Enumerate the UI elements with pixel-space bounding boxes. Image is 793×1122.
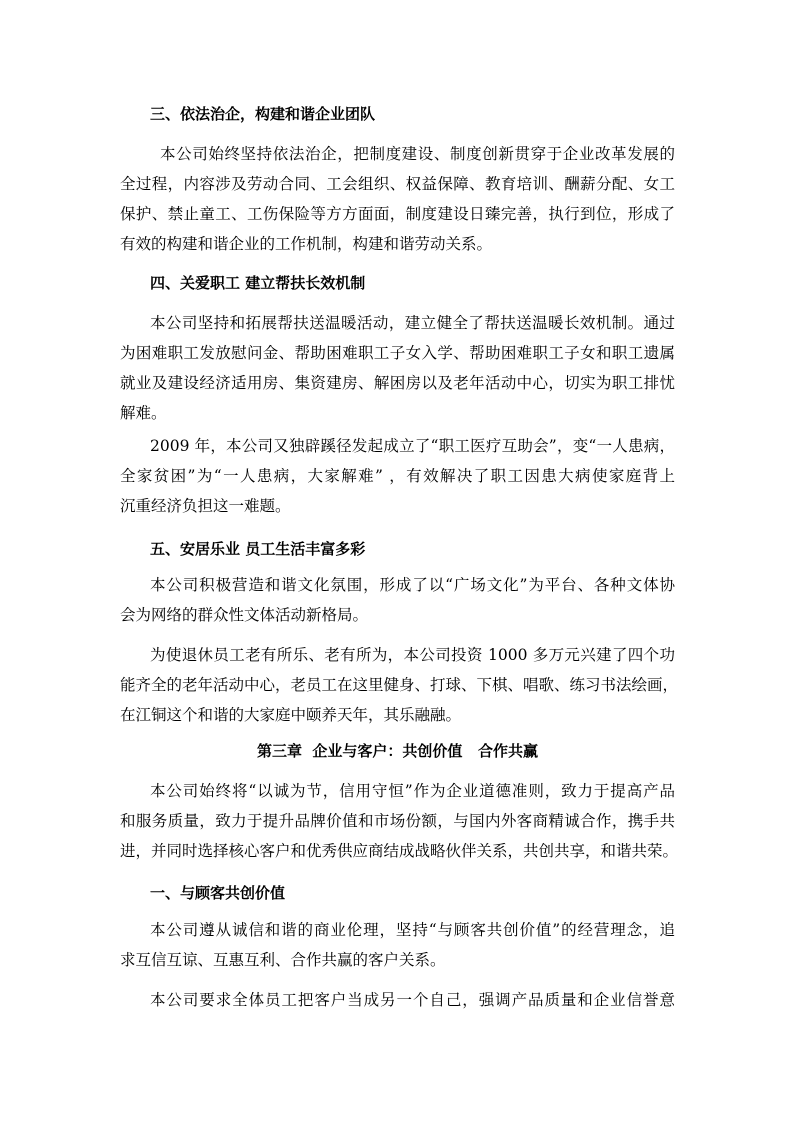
paragraph-medical-mutual-aid [120, 431, 675, 521]
text-line: 本公司遵从诚信和谐的商业伦理，坚持“与顾客共创价值”的经营理念，追 [150, 921, 675, 939]
text-line: 沉重经济负担这一难题。 [120, 497, 291, 515]
paragraph-culture [120, 570, 675, 630]
text-line: 本公司积极营造和谐文化氛围，形成了以“广场文化”为平台、各种文体协 [150, 576, 675, 594]
text-line: 全过程，内容涉及劳动合同、工会组织、权益保障、教育培训、酬薪分配、女工 [120, 175, 675, 193]
section-heading-c1: 一、与顾客共创价值 [150, 884, 286, 902]
text-line: 会为网络的群众性文体活动新格局。 [120, 606, 369, 624]
text-line: 本公司坚持和拓展帮扶送温暖活动，建立健全了帮扶送温暖长效机制。通过 [150, 314, 675, 332]
text-line: 就业及建设经济适用房、集资建房、解困房以及老年活动中心，切实为职工排忧 [120, 374, 675, 392]
text-line: 和服务质量，致力于提升品牌价值和市场份额，与国内外客商精诚合作，携手共 [120, 812, 675, 830]
paragraph-customer-value [120, 915, 675, 975]
text-line: 2009 年，本公司又独辟蹊径发起成立了“职工医疗互助会”，变“一人患病， [150, 437, 675, 455]
paragraph-rule-of-law [120, 139, 675, 259]
paragraph-integrity [120, 776, 679, 866]
text-line: 求互信互谅、互惠互利、合作共赢的客户关系。 [120, 951, 446, 969]
text-line: 在江铜这个和谐的大家庭中颐养天年，其乐融融。 [120, 706, 462, 724]
text-line: 有效的构建和谐企业的工作机制，构建和谐劳动关系。 [120, 235, 493, 253]
text-line: 为使退休员工老有所乐、老有所为，本公司投资 1000 多万元兴建了四个功 [150, 646, 675, 664]
text-line: 全家贫困”为“一人患病，大家解难” ，有效解决了职工因患大病使家庭背上 [120, 467, 675, 485]
text-line: 本公司要求全体员工把客户当成另一个自己，强调产品质量和企业信誉意 [150, 991, 675, 1009]
text-line: 本公司始终坚持依法治企，把制度建设、制度创新贯穿于企业改革发展的 [160, 145, 675, 163]
text-line: 进，并同时选择核心客户和优秀供应商结成战略伙伴关系，共创共享，和谐共荣。 [120, 842, 679, 860]
text-line: 能齐全的老年活动中心，老员工在这里健身、打球、下棋、唱歌、练习书法绘画， [120, 676, 679, 694]
text-line: 解难。 [120, 404, 167, 422]
text-line: 本公司始终将“以诚为节，信用守恒”作为企业道德准则，致力于提高产品 [150, 782, 675, 800]
text-line: 为困难职工发放慰问金、帮助困难职工子女入学、帮助困难职工子女和职工遗属 [120, 344, 675, 362]
paragraph-elderly-centers [120, 640, 679, 730]
section-heading-3: 三、依法治企，构建和谐企业团队 [150, 105, 376, 123]
paragraph-care-mechanism [120, 308, 675, 428]
chapter-title: 第三章 企业与客户：共创价值 合作共赢 [256, 742, 539, 760]
paragraph-customer-self [120, 985, 675, 1015]
section-heading-5: 五、安居乐业 员工生活丰富多彩 [150, 540, 366, 558]
section-heading-4: 四、关爱职工 建立帮扶长效机制 [150, 274, 366, 292]
text-line: 保护、禁止童工、工伤保险等方方面面，制度建设日臻完善，执行到位，形成了 [120, 205, 675, 223]
